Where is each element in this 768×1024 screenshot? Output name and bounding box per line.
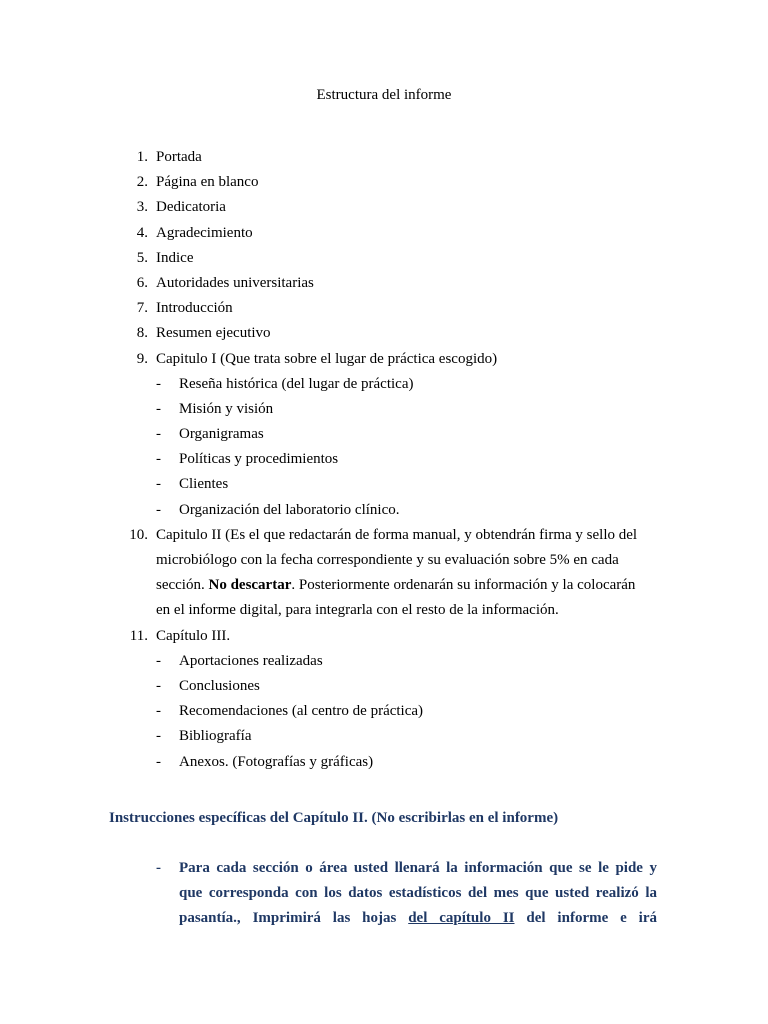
- list-item: [0, 197, 768, 222]
- sub-item-text: Anexos. (Fotografías y gráficas): [179, 753, 374, 770]
- sub-item-text: Recomendaciones (al centro de práctica): [179, 703, 424, 720]
- list-item: [0, 273, 768, 298]
- dash-marker: -: [156, 451, 161, 468]
- list-item: [0, 172, 768, 197]
- sub-item: [0, 449, 768, 474]
- dash-marker: -: [156, 375, 161, 392]
- item-number: 6.: [136, 274, 148, 291]
- item-number: 11.: [129, 627, 148, 644]
- item-text: Página en blanco: [156, 174, 259, 191]
- paragraph-line: microbiólogo con la fecha correspondiente y su evaluación sobre 5% en cada: [156, 552, 619, 568]
- dash-marker: -: [156, 476, 161, 493]
- dash-marker: -: [156, 501, 161, 518]
- list-item: [0, 248, 768, 273]
- sub-item: [0, 651, 768, 676]
- paragraph-line: Capitulo II (Es el que redactarán de forma manual, y obtendrán firma y sello del: [156, 526, 638, 543]
- item-text: Portada: [156, 149, 202, 165]
- sub-item: [0, 474, 768, 499]
- item-text: Introducción: [156, 300, 233, 317]
- item-number: 10.: [129, 526, 148, 543]
- sub-item: [0, 500, 768, 525]
- sub-item: [0, 374, 768, 399]
- dash-marker: -: [156, 728, 161, 745]
- dash-marker: -: [156, 677, 161, 694]
- paragraph-line: en el informe digital, para integrarla con el resto de la información.: [156, 602, 559, 619]
- sub-item-text: Aportaciones realizadas: [179, 652, 323, 669]
- sub-item-text: Organigramas: [179, 426, 264, 443]
- list-item: [0, 223, 768, 248]
- sub-item-text: Políticas y procedimientos: [179, 451, 339, 468]
- dash-marker: -: [156, 426, 161, 443]
- item-text: Capitulo I (Que trata sobre el lugar de práctica escogido): [156, 350, 498, 367]
- item-number: 1.: [136, 149, 148, 165]
- sub-item-text: Organización del laboratorio clínico.: [179, 501, 400, 518]
- list-item: [0, 626, 768, 651]
- instructions-heading: Instrucciones específicas del Capítulo II. (No escribirlas en el informe): [109, 810, 559, 826]
- list-item: [0, 323, 768, 348]
- item-text: Capítulo III.: [156, 627, 231, 644]
- chapter-2-paragraph: [156, 525, 656, 626]
- sub-item-text: Conclusiones: [179, 677, 260, 694]
- bold-text: No descartar: [208, 577, 292, 594]
- item-text: Dedicatoria: [156, 199, 226, 216]
- list-item: [0, 298, 768, 323]
- sub-item: [0, 701, 768, 726]
- sub-item: [0, 726, 768, 751]
- paragraph-line: que corresponda con los datos estadísticos del mes que usted realizó la: [179, 885, 657, 902]
- paragraph-line: [156, 575, 656, 600]
- item-number: 5.: [136, 249, 148, 266]
- item-number: 4.: [136, 224, 148, 241]
- item-number: 2.: [136, 174, 148, 191]
- item-number: 8.: [136, 325, 148, 342]
- sub-item-text: Reseña histórica (del lugar de práctica): [179, 375, 414, 392]
- sub-item: [0, 399, 768, 424]
- text-run: del informe e irá: [514, 910, 657, 927]
- document-title: Estructura del informe: [316, 87, 452, 103]
- sub-item-text: Clientes: [179, 476, 229, 493]
- item-text: Agradecimiento: [156, 224, 253, 241]
- dash-marker: -: [156, 400, 161, 417]
- structure-list: [0, 147, 768, 777]
- list-item: [0, 349, 768, 374]
- text-run: . Posteriormente ordenarán su información y la colocarán: [291, 577, 636, 594]
- sub-item: [0, 676, 768, 701]
- sub-item-text: Misión y visión: [179, 400, 274, 417]
- dash-marker: -: [156, 860, 161, 876]
- instructions-paragraph: [179, 858, 657, 934]
- underlined-text: del capítulo II: [408, 910, 515, 927]
- paragraph-line: Para cada sección o área usted llenará la información que se le pide y: [179, 860, 657, 876]
- item-number: 9.: [136, 350, 148, 367]
- dash-marker: -: [156, 703, 161, 720]
- sub-item: [0, 424, 768, 449]
- list-item-chapter-2: [0, 525, 768, 626]
- text-run: pasantía., Imprimirá las hojas: [179, 910, 409, 927]
- item-number: 3.: [136, 199, 148, 216]
- item-text: Resumen ejecutivo: [156, 325, 271, 342]
- item-text: Indice: [156, 249, 194, 266]
- sub-item: [0, 752, 768, 777]
- list-item: [0, 147, 768, 172]
- text-run: sección.: [156, 577, 209, 594]
- paragraph-line: [179, 908, 657, 933]
- sub-item-text: Bibliografía: [179, 728, 252, 745]
- item-text: Autoridades universitarias: [156, 274, 314, 291]
- dash-marker: -: [156, 753, 161, 770]
- item-number: 7.: [136, 300, 148, 317]
- dash-marker: -: [156, 652, 161, 669]
